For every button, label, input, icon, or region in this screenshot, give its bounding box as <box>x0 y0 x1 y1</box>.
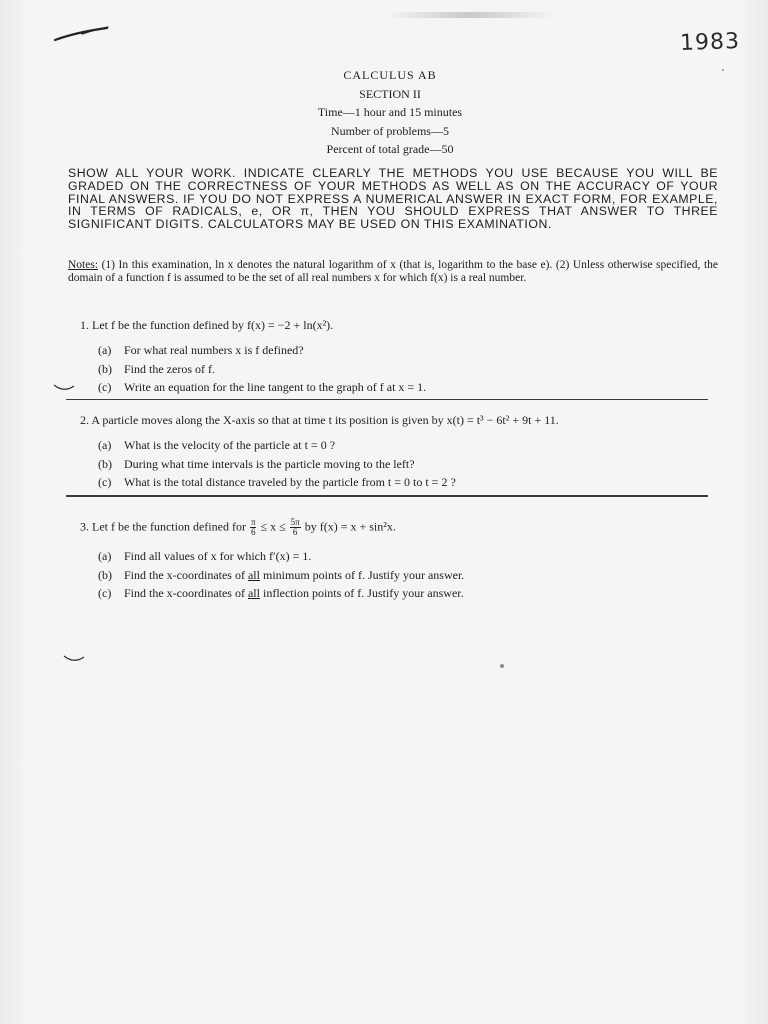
part-label: (a) <box>98 343 112 357</box>
part-label: (c) <box>98 380 112 394</box>
part-text: What is the velocity of the particle at t = 0 ? <box>124 438 336 452</box>
problem-count: Number of problems—5 <box>331 123 449 138</box>
fraction-pi-over-6: $\frac{\pi}{6}$ <box>250 517 256 537</box>
part-emphasis: all <box>247 567 260 582</box>
notes-text: (1) In this examination, ln x denotes the natural logarithm of x (that is, logarithm to the base e). (2) Unless otherwise specified, the domain of a function f is assumed to be the set of all real numbers x for which f(x) is a real number. <box>68 259 718 284</box>
part-text: Find the zeros of f. <box>124 361 215 376</box>
notes-paragraph <box>68 259 718 285</box>
problem-statement <box>80 518 720 537</box>
problem-statement: 2. A particle moves along the X-axis so that at time t its position is given by x(t) = t³ − 6t² + 9t + 11. <box>80 413 559 427</box>
problem-statement: 1. Let f be the function defined by f(x) = −2 + ln(x²). <box>80 318 334 332</box>
scan-speck <box>500 664 504 668</box>
part-text: inflection points of f. Justify your answer. <box>259 586 464 600</box>
part-text: For what real numbers x is f defined? <box>124 343 304 357</box>
part-text: Find the x-coordinates of <box>124 586 248 600</box>
problem-parts <box>80 547 720 603</box>
part-label: (c) <box>98 475 112 489</box>
part-label: (b) <box>98 361 112 376</box>
part-text: Find the x-coordinates of <box>124 567 248 582</box>
inequality: ≤ x ≤ <box>260 519 286 534</box>
instructions-paragraph: SHOW ALL YOUR WORK. INDICATE CLEARLY THE METHODS YOU USE BECAUSE YOU WILL BE GRADED ON THE CORRECTNESS OF YOUR METHODS AS WELL AS ON THE ACCURACY OF YOUR FINAL ANSWERS. IF YOU DO NOT EXPRESS A NUMERICAL ANSWER IN EXACT FORM, FOR EXAMPLE, IN TERMS OF RADICALS, e, OR π, THEN YOU SHOULD EXPRESS THAT ANSWER TO THREE SIGNIFICANT DIGITS. CALCULATORS MAY BE USED ON THIS EXAMINATION. <box>68 166 718 232</box>
scan-speck <box>722 69 724 71</box>
problem-part <box>98 566 720 585</box>
problem-part <box>98 360 720 379</box>
problem-part <box>98 473 720 492</box>
handwritten-year: 1983 <box>679 28 741 57</box>
problem-part <box>98 378 720 397</box>
problem-parts <box>80 436 720 492</box>
statement-suffix: by f(x) = x + sin²x. <box>304 519 396 534</box>
part-label: (c) <box>98 586 112 600</box>
problem-1 <box>80 318 720 397</box>
pen-stroke-mark <box>52 22 112 44</box>
part-text: What is the total distance traveled by the particle from t = 0 to t = 2 ? <box>124 475 456 489</box>
section-label: SECTION II <box>359 86 421 101</box>
notes-label: Notes: <box>68 259 99 271</box>
problem-2 <box>80 413 720 492</box>
problem-part <box>98 341 720 360</box>
problem-part <box>98 547 720 566</box>
problem-3 <box>80 518 720 603</box>
part-label: (b) <box>98 567 112 582</box>
divider-line <box>66 495 708 497</box>
part-text: Write an equation for the line tangent to the graph of f at x = 1. <box>124 380 427 394</box>
problem-part <box>98 584 720 603</box>
problem-parts <box>80 341 720 397</box>
part-text: During what time intervals is the particle moving to the left? <box>124 456 415 471</box>
time-limit: Time—1 hour and 15 minutes <box>317 105 463 119</box>
margin-tick-mark <box>62 653 86 665</box>
fraction-5pi-over-6: $\frac{5\pi}{6}$ <box>290 517 300 537</box>
exam-title: CALCULUS AB <box>343 68 437 82</box>
part-label: (a) <box>98 438 112 452</box>
part-label: (a) <box>98 549 112 563</box>
grade-percent: Percent of total grade—50 <box>326 142 454 156</box>
problem-part <box>98 455 720 474</box>
statement-prefix: 3. Let f be the function defined for <box>80 519 246 534</box>
part-text: minimum points of f. Justify your answer. <box>259 567 465 582</box>
divider-line <box>66 399 708 400</box>
part-text: Find all values of x for which f′(x) = 1. <box>124 549 312 563</box>
part-label: (b) <box>98 456 112 471</box>
part-emphasis: all <box>247 586 260 600</box>
scan-smudge <box>385 12 555 18</box>
problem-part <box>98 436 720 455</box>
exam-header <box>230 66 550 159</box>
margin-tick-mark <box>52 382 76 394</box>
